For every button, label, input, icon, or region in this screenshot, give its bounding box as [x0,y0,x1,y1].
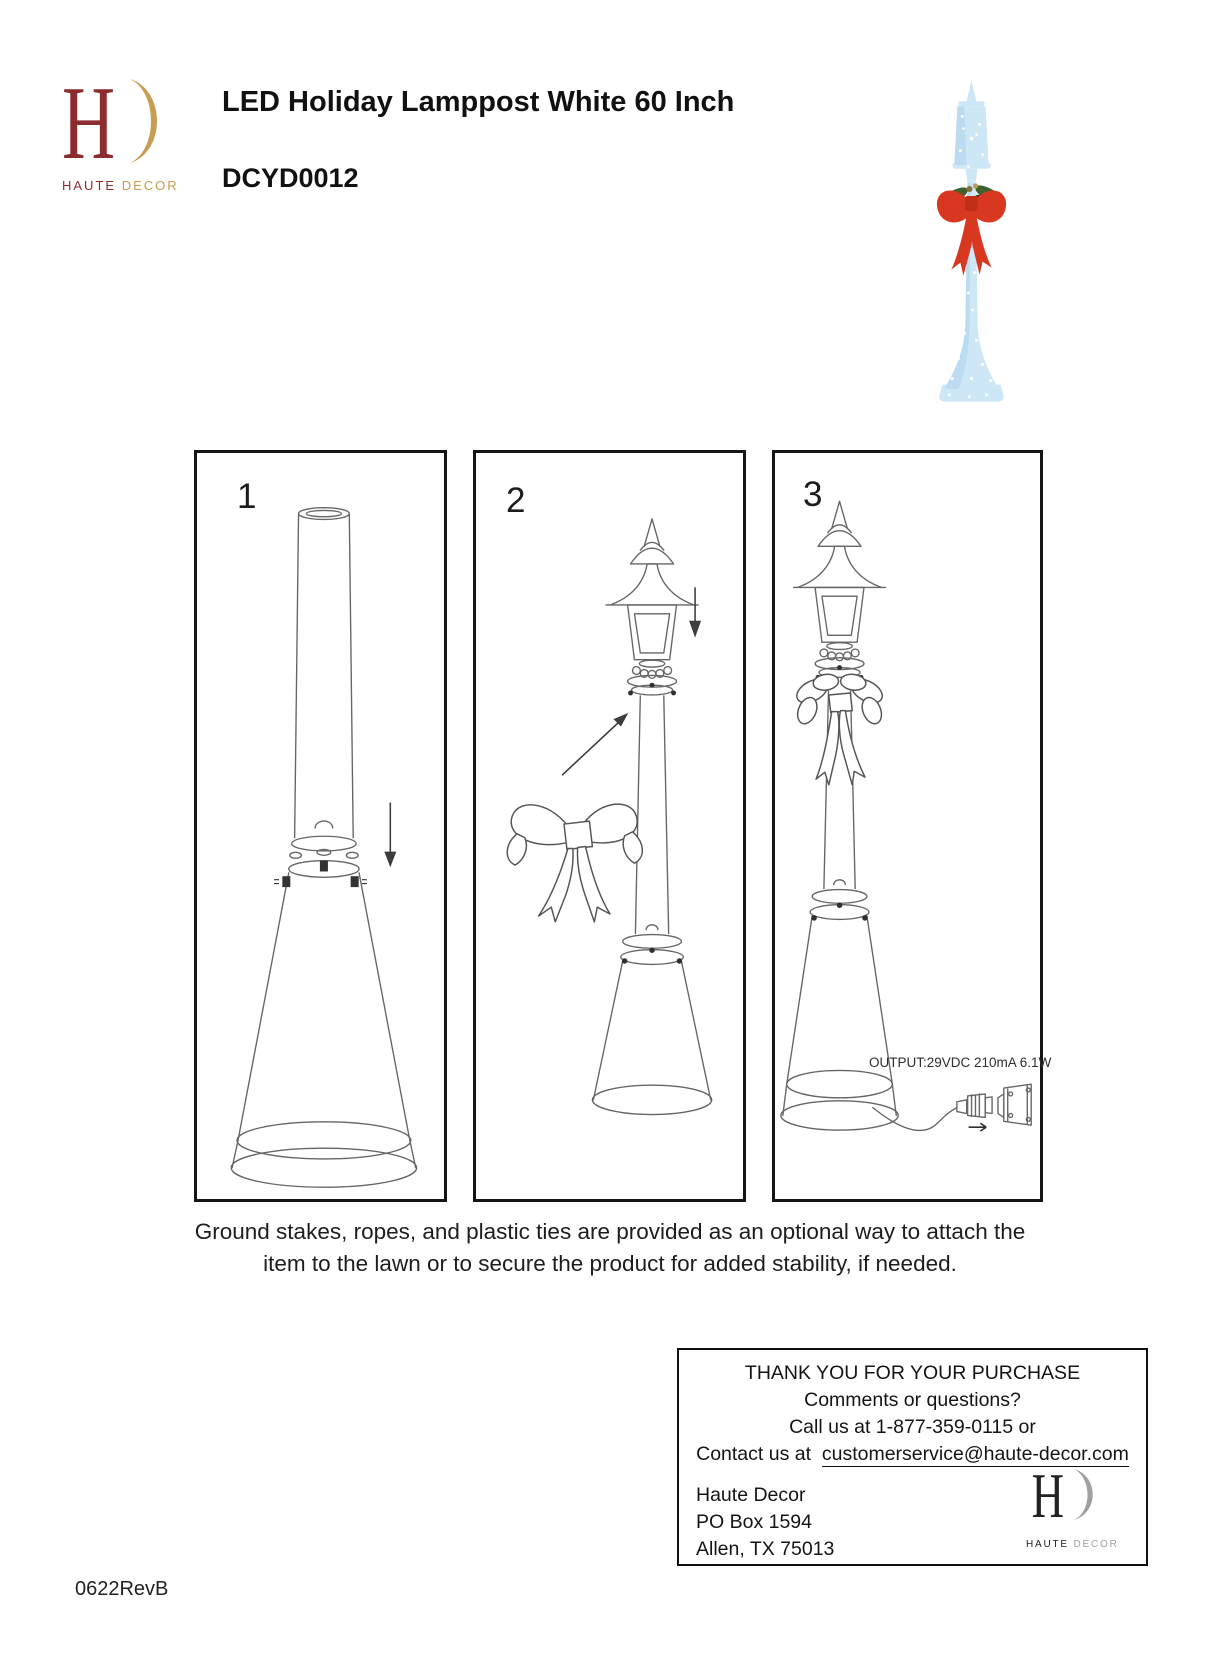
footer-logo-wordmark [1026,1531,1130,1558]
footer-logo-h-letter: H [1031,1467,1064,1523]
question-line: Comments or questions? [804,1389,1021,1411]
thanks-line: THANK YOU FOR YOUR PURCHASE [744,1362,1081,1384]
step-1-panel [194,450,447,1202]
connect-arrow-icon [969,1123,987,1131]
step-1-diagram [197,453,444,1199]
bow-attach-arrow-icon [562,715,627,776]
adapter-output-label: OUTPUT:29VDC 210mA 6.1W [869,1055,1052,1070]
contact-box [677,1348,1148,1566]
email-link[interactable]: customerservice@haute-decor.com [821,1443,1129,1465]
step-3-number: 3 [803,475,823,514]
footer-logo-word-haute: HAUTE [1026,1539,1069,1550]
model-number: DCYD0012 [222,163,359,193]
down-arrow-icon [690,587,700,635]
logo-word-haute: HAUTE [62,178,117,193]
logo-word-decor: DECOR [121,178,179,193]
haute-decor-logo [62,76,212,193]
footer-logo-crescent-icon [1074,1469,1093,1520]
haute-decor-logo-icon [62,76,212,171]
step-2-number: 2 [506,481,526,520]
note-line-1: Ground stakes, ropes, and plastic ties are provided as an optional way to attach the [194,1219,1026,1244]
address-line-1: PO Box 1594 [696,1511,812,1533]
call-line: Call us at 1-877-359-0115 or [789,1416,1036,1438]
logo-crescent-icon [130,79,157,163]
bow-drawing [507,804,642,922]
contact-line [679,1441,1146,1468]
company-address [696,1482,834,1563]
step-3-panel [772,450,1052,1202]
step-2-panel [473,450,746,1202]
product-photo [922,76,1022,424]
address-line-2: Allen, TX 75013 [696,1538,835,1560]
step-3-diagram [775,453,1040,1199]
footer-logo-word-decor: DECOR [1073,1539,1119,1550]
logo-h-letter: H [62,76,116,171]
footer-logo-icon [1026,1467,1121,1523]
company-name: Haute Decor [696,1484,806,1506]
revision-code: 0622RevB [75,1578,169,1600]
step-1-number: 1 [237,477,257,516]
logo-wordmark [62,178,212,193]
ground-stakes-note [150,1216,1070,1280]
attached-bow-drawing [793,673,886,785]
down-arrow-icon [385,803,395,865]
haute-decor-footer-logo [1026,1467,1130,1558]
contact-prefix: Contact us at [696,1443,812,1465]
power-adapter-drawing [998,1084,1031,1125]
page-title: LED Holiday Lamppost White 60 Inch [222,86,735,118]
step-2-diagram [476,453,743,1199]
power-cord-drawing [873,1094,992,1131]
note-line-2: item to the lawn or to secure the product for added stability, if needed. [263,1250,957,1276]
